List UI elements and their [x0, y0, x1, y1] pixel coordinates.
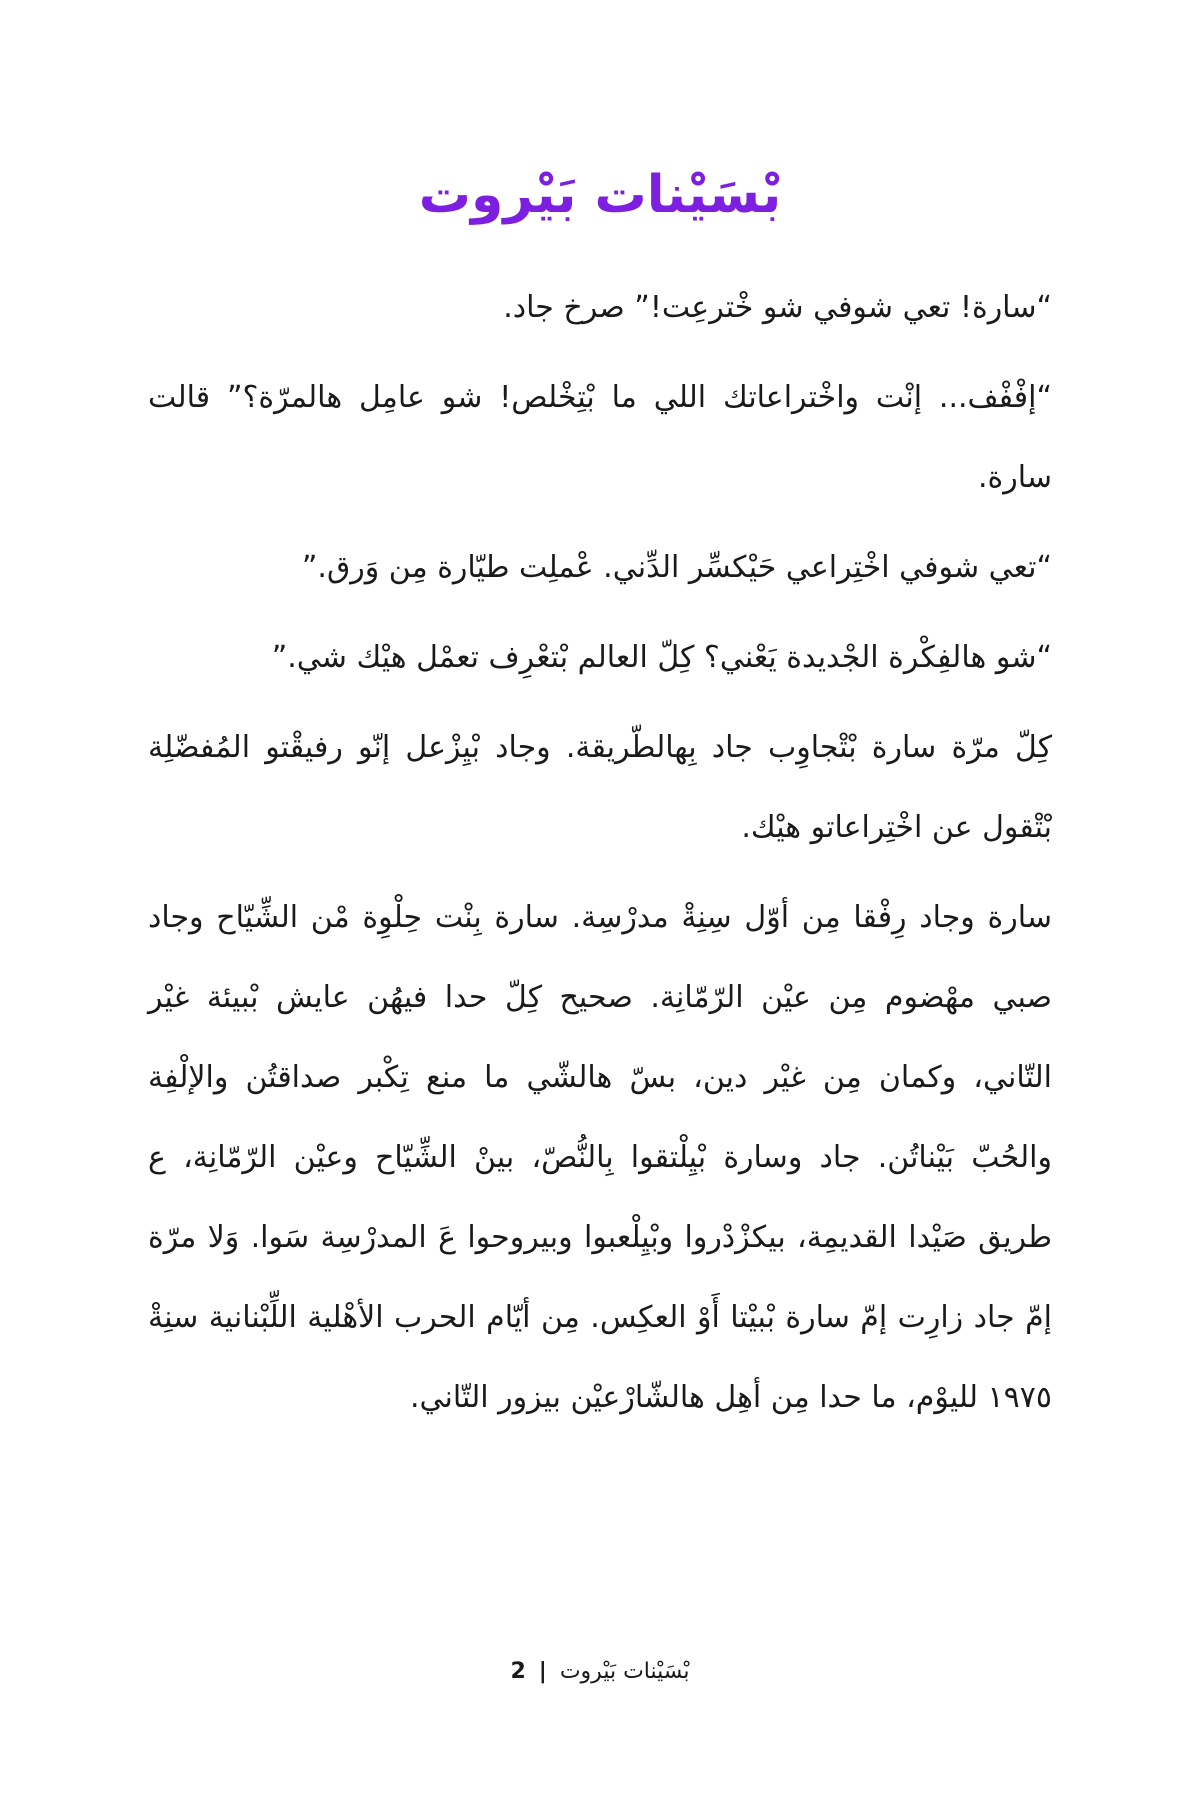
- paragraph: “شو هالفِكْرة الجْديدة يَعْني؟ كِلّ العالم بْتعْرِف تعمْل هيْك شي.”: [271, 640, 1052, 675]
- paragraph: “إفْفْف... إنْت واخْتراعاتك اللي ما بْتِخْلص! شو عامِل هالمرّة؟” قالت سارة.: [148, 380, 1052, 495]
- paragraph: كِلّ مرّة سارة بْتْجاوِب جاد بِهالطّريقة. وجاد بْيِزْعل إنّو رفيقْتو المُفضّلِة بْتْقول عن اخْتِراعاتو هيْك.: [148, 730, 1052, 845]
- footer-separator: |: [538, 1659, 547, 1684]
- paragraph: “تعي شوفي اخْتِراعي حَيْكسِّر الدِّني. عْملِت طيّارة مِن وَرق.”: [301, 550, 1052, 585]
- story-body: [148, 268, 1052, 1448]
- page-number: 2: [510, 1659, 526, 1684]
- paragraph: “سارة! تعي شوفي شو خْترعِت!” صرخ جاد.: [503, 290, 1052, 325]
- footer-title: بْسَيْنات بَيْروت: [559, 1659, 690, 1684]
- page-title: بْسَيْنات بَيْروت: [418, 165, 782, 225]
- paragraph: سارة وجاد رِفْقا مِن أوّل سِنِةْ مدرْسِة. سارة بِنْت حِلْوِة مْن الشِّيّاح وجاد صبي مهْضوم مِن عيْن الرّمّانِة. صحيح كِلّ حدا فيهُن عايش بْبيئة غيْر التّاني، وكمان مِن غيْر دين، بسّ هالشّي ما منع تِكْبر صداقتُن والإلْفِة والحُبّ بَيْناتُن. جاد وسارة بْيِلْتقوا بِالنُّصّ، بينْ الشِّيّاح وعيْن الرّمّانِة، ع طريق صَيْدا القديمِة، بيكزْدْروا وبْيِلْعبوا وبيروحوا عَ المدرْسِة سَوا. وَلا مرّة إمّ جاد زارِت إمّ سارة بْبيْتا أَوْ العكِس. مِن أيّام الحرب الأهْلية اللِّبْنانية سنِةْ ١٩٧٥ لليوْم، ما حدا مِن أهِل هالشّارْعيْن بيزور التّاني.: [148, 900, 1052, 1415]
- page-footer: [0, 1652, 1200, 1692]
